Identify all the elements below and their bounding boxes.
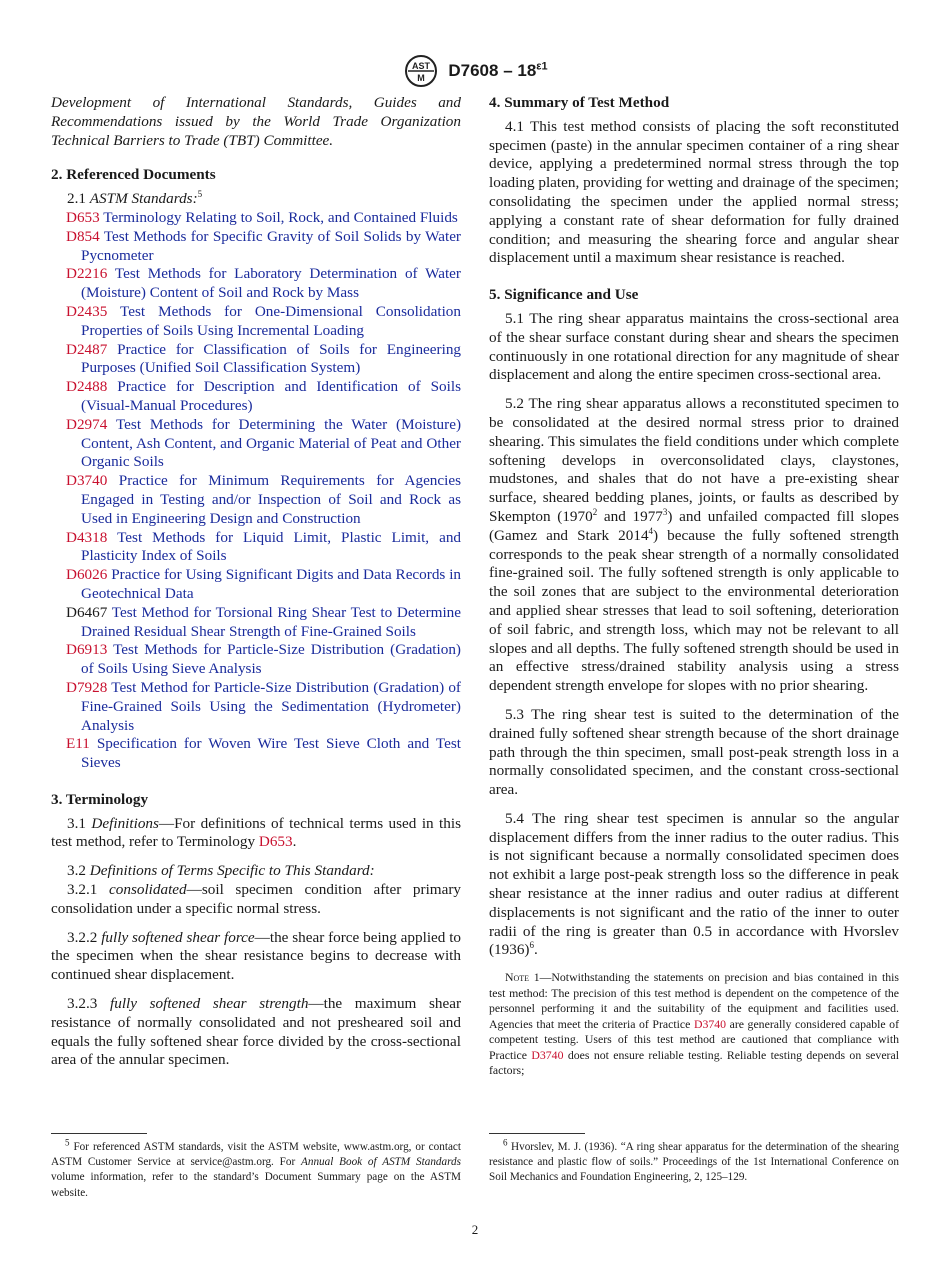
reference-title[interactable]: Test Methods for One-Dimensional Consolidation Properties of Soils Using Incremental Loading bbox=[81, 302, 461, 339]
section-4-heading: 4. Summary of Test Method bbox=[489, 94, 670, 111]
reference-title[interactable]: Practice for Description and Identification of Soils (Visual-Manual Procedures) bbox=[81, 378, 461, 414]
reference-item bbox=[51, 378, 461, 416]
reference-item bbox=[51, 529, 461, 567]
para-3-2-3: 3.2.3 fully softened shear strength—the maximum shear resistance of normally consolidated and not presheared soil and equals the fully softened shear force divided by the cross-sectional area of the annular specimen. bbox=[51, 995, 462, 1069]
reference-title[interactable]: Practice for Minimum Requirements for Agencies Engaged in Testing and/or Inspection of Soil and Rock as Used in Engineering Design and Construction bbox=[81, 472, 462, 527]
reference-code[interactable]: D4318 bbox=[66, 528, 108, 546]
reference-code[interactable]: D2216 bbox=[66, 265, 108, 283]
reference-code[interactable]: D6026 bbox=[66, 566, 108, 584]
reference-title[interactable]: Test Methods for Laboratory Determination of Water (Moisture) Content of Soil and Rock by Mass bbox=[81, 265, 461, 302]
section-3-heading: 3. Terminology bbox=[51, 790, 149, 808]
para-3-1: 3.1 Definitions—For definitions of technical terms used in this test method, refer to Terminology D653. bbox=[51, 814, 462, 851]
footnote-5: $^5$ For referenced ASTM standards, visit the ASTM website, www.astm.org, or contact ASTM Customer Service at service@astm.org. For Annual Book of ASTM Standards volume information, refer to the standard’s Document Summary page on the ASTM website. bbox=[51, 1137, 461, 1199]
reference-item bbox=[51, 265, 461, 303]
reference-title[interactable]: Practice for Using Significant Digits and Data Records in Geotechnical Data bbox=[81, 566, 462, 602]
para-3-2: 3.2 Definitions of Terms Specific to This Standard: bbox=[67, 862, 375, 880]
reference-item bbox=[51, 735, 461, 773]
para-3-2-1: 3.2.1 consolidated—soil specimen condition after primary consolidation under a specific normal stress. bbox=[51, 881, 462, 917]
reference-item bbox=[51, 472, 461, 528]
para-4-1: 4.1 This test method consists of placing the soft reconstituted specimen (paste) in the annular specimen container of a ring shear device, applying a predetermined normal stress through the top loading platen, providing for wetting and drainage of the specimen; consolidating the specimen under the applied normal stress; applying a constant rate of shear deformation for fully drained condition; and measuring the shearing force and angular shear displacement until a maximum shear resistance is reached. bbox=[489, 117, 899, 267]
reference-code[interactable]: D6467 bbox=[66, 603, 108, 621]
reference-code[interactable]: D653 bbox=[66, 208, 100, 226]
reference-item bbox=[51, 416, 461, 472]
reference-code[interactable]: D3740 bbox=[66, 472, 108, 490]
reference-item bbox=[51, 303, 461, 341]
reference-item bbox=[51, 641, 461, 679]
section-5-heading: 5. Significance and Use bbox=[489, 286, 639, 304]
left-column bbox=[51, 94, 461, 1070]
reference-title[interactable]: Test Methods for Liquid Limit, Plastic Limit, and Plasticity Index of Soils bbox=[81, 528, 462, 565]
svg-text:M: M bbox=[417, 73, 426, 83]
footnote-rule-right bbox=[489, 1133, 585, 1134]
reference-list bbox=[51, 209, 461, 773]
reference-title[interactable]: Test Method for Particle-Size Distribution (Gradation) of Fine-Grained Soils Using the Sedimentation (Hydrometer) Analysis bbox=[81, 678, 461, 734]
reference-title[interactable]: Test Methods for Determining the Water (Moisture) Content, Ash Content, and Organic Material of Peat and Other Organic Soils bbox=[81, 415, 461, 471]
page-header bbox=[0, 54, 950, 88]
section-2-1: 2.1 ASTM Standards:$^5$ bbox=[67, 189, 203, 208]
para-5-1: 5.1 The ring shear apparatus maintains the cross-sectional area of the shear surface constant during shear and shears the specimen continuously in one rotational direction for any magnitude of shear displacement and along the entire specimen cross-sectional area. bbox=[489, 309, 899, 384]
link-d3740[interactable]: D3740 bbox=[693, 1016, 727, 1031]
reference-code[interactable]: D7928 bbox=[66, 678, 108, 696]
reference-code[interactable]: D2974 bbox=[66, 415, 108, 433]
epsilon-mark: ε1 bbox=[536, 60, 548, 73]
reference-code[interactable]: D854 bbox=[66, 227, 100, 245]
para-3-2-2: 3.2.2 fully softened shear force—the shear force being applied to the specimen when the shear resistance begins to decrease with continued shear displacement. bbox=[51, 928, 462, 984]
reference-title[interactable]: Test Methods for Particle-Size Distribution (Gradation) of Soils Using Sieve Analysis bbox=[81, 641, 461, 678]
link-d653[interactable]: D653 bbox=[258, 833, 293, 851]
reference-item bbox=[51, 209, 461, 228]
reference-code[interactable]: E11 bbox=[66, 735, 90, 753]
reference-item bbox=[51, 228, 461, 266]
para-5-2: 5.2 The ring shear apparatus allows a reconstituted specimen to be consolidated at the desired normal stress prior to drained shearing. This simulates the field conditions under which complete softening develops in overconsolidated clays, claystones, mudstones, and shales that do not have a pre-existing shear surface, sheared bedding planes, joints, or faults as described by Skempton (1970$^2$ and 1977$^3$) and unfailed compacted fill slopes (Gamez and Stark 2014$^4$) because the fully softened strength corresponds to the peak shear strength of a normally consolidated fine-grained soil. The fully softened strength is only applicable to the soil zones that are subject to the environmental deterioration and applied shear stresses that lead to soil softening, deterioration of soil fabric, and strength loss, which may not be relevant to all slopes and all depths. The fully softened strength should be used in an effective stress/drained stability analysis using a stress dependent strength envelope for slopes with no prior shearing. bbox=[489, 395, 899, 695]
reference-code[interactable]: D6913 bbox=[66, 641, 108, 659]
reference-item bbox=[51, 604, 461, 642]
astm-logo bbox=[402, 54, 440, 88]
intro-paragraph: Development of International Standards, Guides and Recommendations issued by the World Trade Organization Technical Barriers to Trade (TBT) Committee. bbox=[51, 94, 461, 149]
reference-code[interactable]: D2488 bbox=[66, 378, 108, 396]
footnote-6: $^6$ Hvorslev, M. J. (1936). “A ring shear apparatus for the determination of the shearing resistance and plastic flow of soils.” Proceedings of the 1st International Conference on Soil Mechanics and Foundation Engineering, 2, 125–129. bbox=[489, 1137, 899, 1184]
reference-title[interactable]: Terminology Relating to Soil, Rock, and Contained Fluids bbox=[103, 208, 458, 226]
reference-code[interactable]: D2487 bbox=[66, 340, 108, 358]
link-d3740-2[interactable]: D3740 bbox=[531, 1047, 564, 1062]
reference-title[interactable]: Test Methods for Specific Gravity of Soil Solids by Water Pycnometer bbox=[81, 227, 461, 264]
reference-title[interactable]: Practice for Classification of Soils for Engineering Purposes (Unified Soil Classification System) bbox=[81, 340, 462, 377]
right-column bbox=[489, 94, 899, 1079]
para-5-3: 5.3 The ring shear test is suited to the determination of the drained fully softened shear strength because of the short drainage path through the thin specimen, small post-peak strength loss in a normally consolidated specimen, and the constant cross-sectional area. bbox=[489, 705, 899, 799]
reference-title[interactable]: Test Method for Torsional Ring Shear Test to Determine Drained Residual Shear Strength of Fine-Grained Soils bbox=[81, 603, 462, 640]
reference-code[interactable]: D2435 bbox=[66, 302, 108, 320]
reference-item bbox=[51, 566, 461, 604]
svg-text:AST: AST bbox=[412, 61, 431, 71]
para-5-4: 5.4 The ring shear test specimen is annular so the angular displacement differs from the inner radius to the outer radius. This is not significant because a normally consolidated specimen does not exhibit a large post-peak strength loss so the difference in peak shear resistance at the inner radius and outer radius at different displacements is not significant and the ratio of the inner to outer radii of the ring is greater than 0.5 in accordance with Hvorslev $(1936)^6$. bbox=[489, 809, 899, 959]
reference-item bbox=[51, 679, 461, 735]
reference-title[interactable]: Specification for Woven Wire Test Sieve Cloth and Test Sieves bbox=[81, 735, 461, 772]
note-1: Note 1—Notwithstanding the statements on precision and bias contained in this test method: The precision of this test method is dependent on the competence of the personnel performing it and the suitability of the equipment and facilities used. Agencies that meet the criteria of Practice D3740 are generally considered capable of competent testing. Users of this test method are cautioned that compliance with Practice D3740 does not ensure reliable testing. Reliable testing depends on several factors; bbox=[489, 970, 900, 1078]
page-number: 2 bbox=[471, 1222, 479, 1237]
reference-item bbox=[51, 341, 461, 379]
section-2-heading: 2. Referenced Documents bbox=[51, 166, 216, 184]
designation: $D7608 - 18^{\varepsilon 1}$ bbox=[448, 60, 548, 80]
footnote-rule-left bbox=[51, 1133, 147, 1134]
